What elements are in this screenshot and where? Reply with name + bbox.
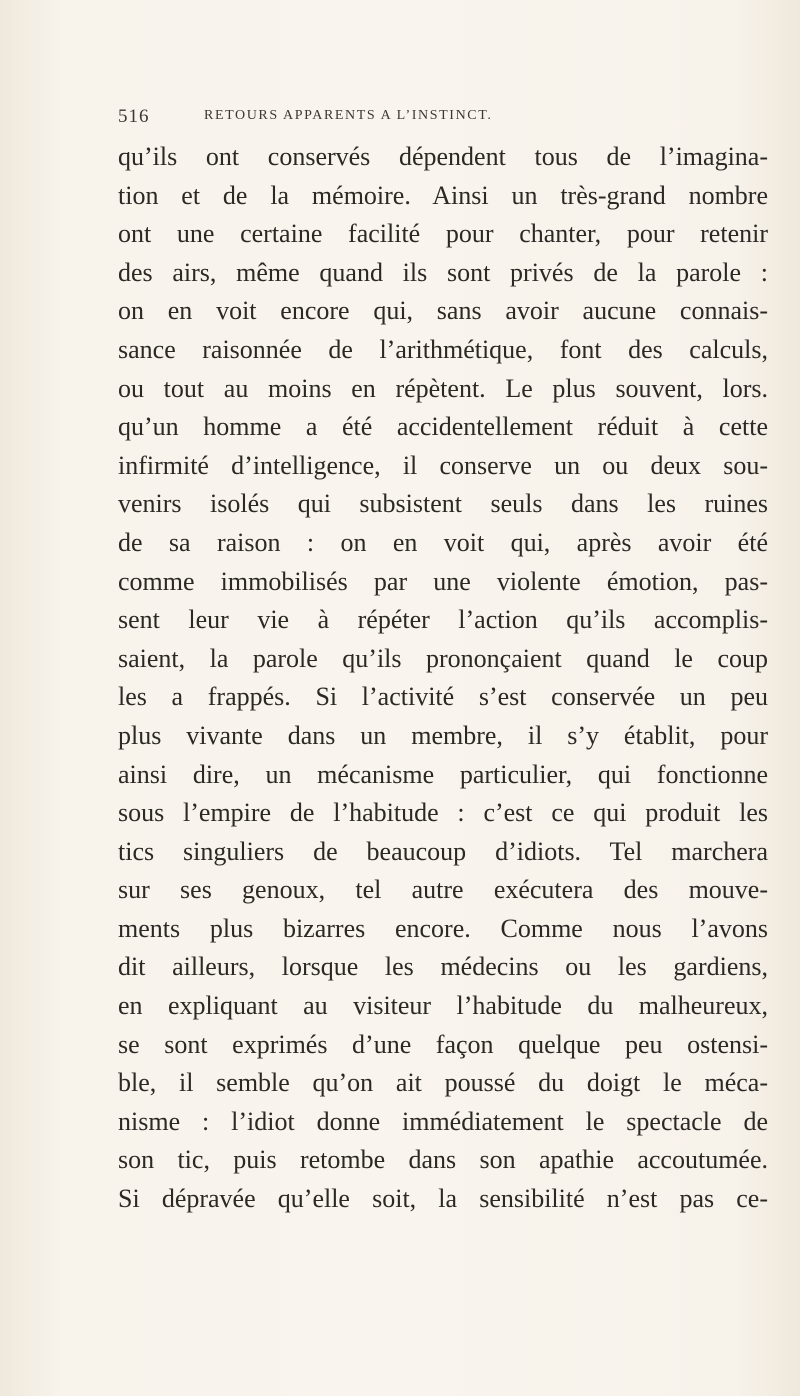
text-line: comme immobilisés par une violente émotion, pas- — [118, 566, 768, 596]
text-line: qu’ils ont conservés dépendent tous de l’imagina- — [118, 142, 768, 171]
page-header — [118, 106, 718, 132]
text-line: on en voit encore qui, sans avoir aucune connais- — [118, 296, 768, 326]
text-line: dit ailleurs, lorsque les médecins ou les gardiens, — [118, 952, 768, 982]
text-line: venirs isolés qui subsistent seuls dans les ruines — [118, 489, 768, 519]
running-head: RETOURS APPARENTS A L’INSTINCT. — [204, 108, 493, 123]
text-line: tics singuliers de beaucoup d’idiots. Tel marchera — [118, 836, 768, 866]
text-line: nisme : l’idiot donne immédiatement le spectacle de — [118, 1106, 768, 1136]
text-line: se sont exprimés d’une façon quelque peu ostensi- — [118, 1029, 768, 1059]
text-line: son tic, puis retombe dans son apathie accoutumée. — [118, 1145, 768, 1175]
text-line: sent leur vie à répéter l’action qu’ils accomplis- — [118, 605, 768, 635]
page-number: 516 — [118, 106, 150, 127]
text-line: de sa raison : on en voit qui, après avoir été — [118, 527, 768, 557]
text-line: ou tout au moins en répètent. Le plus souvent, lors. — [118, 373, 768, 403]
text-line: ble, il semble qu’on ait poussé du doigt le méca- — [118, 1068, 768, 1098]
text-line: tion et de la mémoire. Ainsi un très-grand nombre — [118, 180, 768, 210]
text-line: sance raisonnée de l’arithmétique, font des calculs, — [118, 334, 768, 364]
text-line: ainsi dire, un mécanisme particulier, qui fonctionne — [118, 759, 768, 789]
text-line: des airs, même quand ils sont privés de la parole : — [118, 257, 768, 287]
text-line: ments plus bizarres encore. Comme nous l’avons — [118, 913, 768, 943]
text-line: sur ses genoux, tel autre exécutera des mouve- — [118, 875, 768, 905]
text-line: infirmité d’intelligence, il conserve un ou deux sou- — [118, 450, 768, 480]
text-line: qu’un homme a été accidentellement réduit à cette — [118, 412, 768, 442]
text-line: en expliquant au visiteur l’habitude du malheureux, — [118, 991, 768, 1021]
text-line: sous l’empire de l’habitude : c’est ce qui produit les — [118, 798, 768, 828]
text-line: Si dépravée qu’elle soit, la sensibilité n’est pas ce- — [118, 1184, 768, 1214]
text-line: plus vivante dans un membre, il s’y établit, pour — [118, 720, 768, 750]
text-line: ont une certaine facilité pour chanter, pour retenir — [118, 219, 768, 249]
text-line: saient, la parole qu’ils prononçaient quand le coup — [118, 643, 768, 673]
body-text — [118, 138, 768, 1219]
text-line: les a frappés. Si l’activité s’est conservée un peu — [118, 682, 768, 712]
